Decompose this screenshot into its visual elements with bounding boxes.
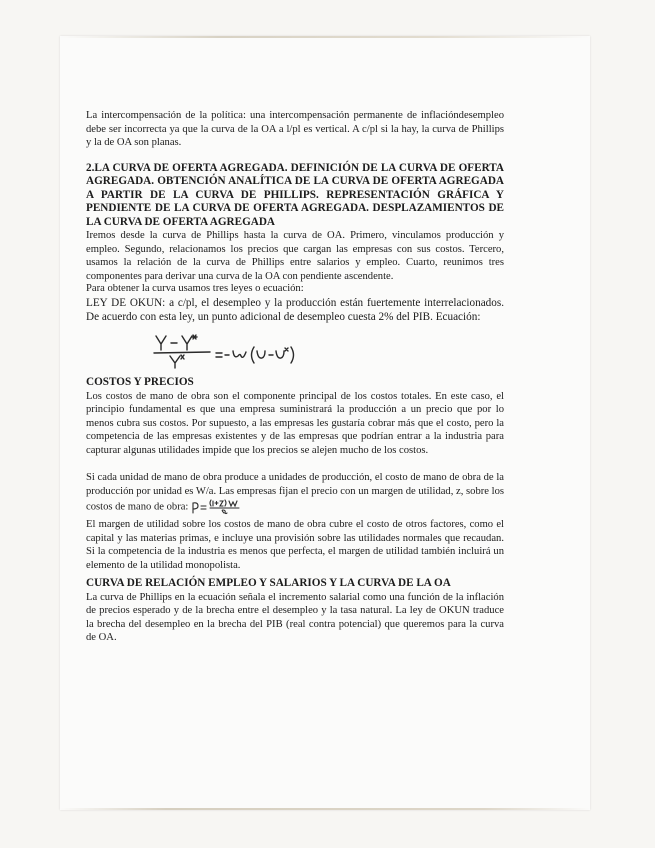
intro-paragraph xyxy=(86,109,504,150)
curve-intro: Para obtener la curva usamos tres leyes o ecuación: xyxy=(86,283,304,294)
okun-law-text: LEY DE OKUN: a c/pl, el desempleo y la producción están fuertemente interrelacionados. De acuerdo con esta ley, un punto adicional de desempleo cuesta 2% del PIB. Ecuación: xyxy=(86,296,504,323)
okun-section xyxy=(86,282,504,324)
unit-cost-section xyxy=(86,471,504,516)
employment-body: La curva de Phillips en la ecuación señala el incremento salarial como una función de la inflación de precios esperado y de la brecha entre el desempleo y la tasa natural. La ley de OKUN traduce la brecha del desempleo en la brecha del PIB (real contra potencial) que queremos para la curva de OA. xyxy=(86,591,504,644)
costs-section xyxy=(86,376,504,458)
section-2-body: Iremos desde la curva de Phillips hasta la curva de OA. Primero, vinculamos producción y empleo. Segundo, relacionamos los precios que cargan las empresas con sus costos. Tercero, usamos la relación de la curva de Phillips entre salarios y empleo. Cuarto, reunimos tres componentes para derivar una curva de la OA con pendiente ascendente. xyxy=(86,230,504,282)
section-2-heading: 2.LA CURVA DE OFERTA AGREGADA. DEFINICIÓN DE LA CURVA DE OFERTA AGREGADA. OBTENCIÓN ANALÍTICA DE LA CURVA DE OFERTA AGREGADA A PARTIR DE LA CURVA DE PHILLIPS. REPRESENTACIÓN GRÁFICA Y PENDIENTE DE LA CURVA DE OFERTA AGREGADA. DESPLAZAMIENTOS DE LA CURVA DE OFERTA AGREGADA xyxy=(86,162,504,228)
costs-body: Los costos de mano de obra son el componente principal de los costos totales. En este caso, el principio fundamental es que una empresa suministrará la producción a un precio que por lo menos cubra sus costos. Por supuesto, a las empresas les gustaría cobrar más que el costo, pero la competencia de las empresas existentes y de las empresas que podrían entrar a la industria para capturar algunas utilidades impide que los precios se alejen mucho de los costos. xyxy=(86,390,504,456)
unit-cost-text: Si cada unidad de mano de obra produce a unidades de producción, el costo de mano de obra de la producción por unidad es W/a. Las empresas fijan el precio con un margen de utilidad, z, sobre los costos de mano de obra: xyxy=(86,472,504,513)
margin-section xyxy=(86,518,504,572)
okun-formula xyxy=(152,330,302,377)
price-formula xyxy=(191,498,249,516)
margin-body: El margen de utilidad sobre los costos de mano de obra cubre el costo de otros factores, como el capital y las materias primas, e incluye una provisión sobre las utilidades normales que recaudan. Si la competencia de la industria es menos que perfecta, el margen de utilidad también incluirá un elemento de la utilidad monopolista. xyxy=(86,519,504,571)
intro-text: La intercompensación de la política: una intercompensación permanente de inflacióndesempleo debe ser incorrecta ya que la curva de la OA a l/pl es vertical. A c/pl si la hay, la curva de Phillips y la de OA son planas. xyxy=(86,110,504,149)
unit-cost-paragraph xyxy=(86,471,504,516)
okun-formula-handwriting xyxy=(152,330,302,372)
employment-heading: CURVA DE RELACIÓN EMPLEO Y SALARIOS Y LA CURVA DE LA OA xyxy=(86,577,451,589)
section-2 xyxy=(86,162,504,283)
costs-heading: COSTOS Y PRECIOS xyxy=(86,376,194,388)
employment-section xyxy=(86,577,504,645)
